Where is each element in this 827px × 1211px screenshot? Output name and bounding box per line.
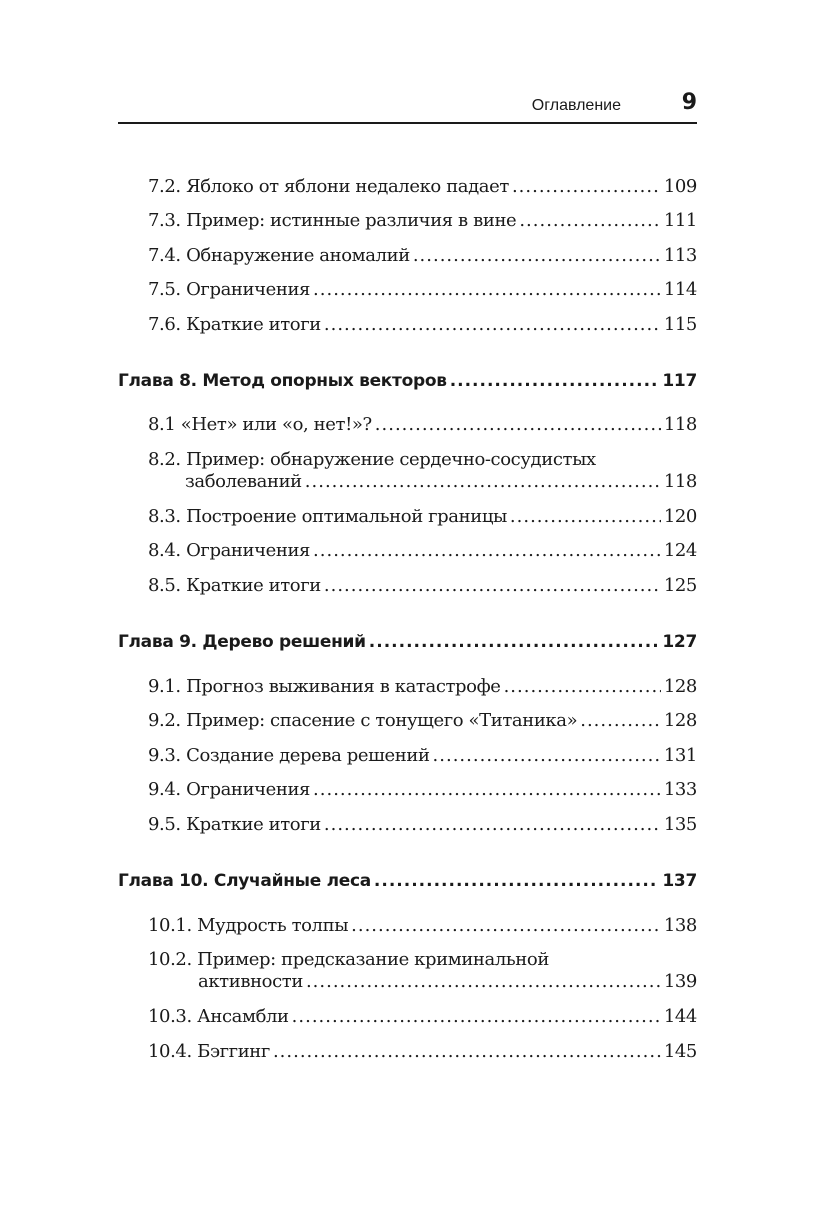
page-header xyxy=(118,88,697,124)
dot-leader xyxy=(324,814,661,836)
toc-entry-number: 9.4. xyxy=(148,779,181,800)
toc-entry-title: Пример: спасение с тонущего «Титаника» xyxy=(186,710,578,731)
dot-leader xyxy=(273,1041,661,1063)
toc-entry-number: 8.1 xyxy=(148,414,176,435)
toc-entry-8-4[interactable] xyxy=(148,540,697,562)
toc-entry-title: Краткие итоги xyxy=(186,814,321,835)
toc-entry-number: 9.5. xyxy=(148,814,181,835)
toc-entry-page: 133 xyxy=(663,779,697,800)
dot-leader xyxy=(313,779,661,801)
dot-leader xyxy=(512,176,661,198)
toc-entry-page: 125 xyxy=(663,575,697,596)
toc-chapter-9[interactable] xyxy=(118,631,697,653)
toc-entry-title: Построение оптимальной границы xyxy=(186,506,507,527)
toc-entry-page: 111 xyxy=(663,210,697,231)
toc-chapter-title: Глава 8. Метод опорных векторов xyxy=(118,371,447,391)
toc-entry-page: 124 xyxy=(663,540,697,561)
toc-entry-title: Яблоко от яблони недалеко падает xyxy=(186,176,509,197)
dot-leader xyxy=(450,370,660,392)
dot-leader xyxy=(519,210,661,232)
toc-entry-page: 131 xyxy=(663,745,697,766)
toc-entry-8-3[interactable] xyxy=(148,506,697,528)
dot-leader xyxy=(369,631,660,653)
dot-leader xyxy=(305,471,661,493)
toc-entry-9-5[interactable] xyxy=(148,814,697,836)
toc-entry-page: 128 xyxy=(663,710,697,731)
toc-entry-title-line2: активности xyxy=(198,971,303,992)
toc-entry-title-line1: Пример: предсказание криминальной xyxy=(197,949,549,970)
toc-entry-title-line1: Пример: обнаружение сердечно-сосудистых xyxy=(186,449,596,470)
dot-leader xyxy=(313,540,661,562)
toc-entry-8-2[interactable] xyxy=(148,449,697,493)
toc-chapter-page: 137 xyxy=(662,871,697,891)
toc-entry-10-2[interactable] xyxy=(148,949,697,993)
dot-leader xyxy=(504,676,661,698)
toc-entry-title: Мудрость толпы xyxy=(197,915,349,936)
toc-entry-9-4[interactable] xyxy=(148,779,697,801)
toc-entry-number: 9.2. xyxy=(148,710,181,731)
toc-entry-page: 138 xyxy=(663,915,697,936)
toc-entry-title: Бэггинг xyxy=(197,1041,270,1062)
dot-leader xyxy=(292,1006,661,1028)
toc-chapter-10[interactable] xyxy=(118,870,697,892)
toc-chapter-title: Глава 9. Дерево решений xyxy=(118,632,366,652)
toc-entry-page: 109 xyxy=(663,176,697,197)
toc-entry-page: 145 xyxy=(663,1041,697,1062)
toc-entry-title: Ограничения xyxy=(186,279,311,300)
toc-entry-7-6[interactable] xyxy=(148,314,697,336)
toc-entry-page: 128 xyxy=(663,676,697,697)
dot-leader xyxy=(510,506,661,528)
toc-entry-page: 115 xyxy=(663,314,697,335)
toc-entry-number: 7.6. xyxy=(148,314,181,335)
toc-entry-number: 7.2. xyxy=(148,176,181,197)
toc-entry-7-4[interactable] xyxy=(148,245,697,267)
toc-entry-title: Краткие итоги xyxy=(186,314,321,335)
toc-entry-number: 7.5. xyxy=(148,279,181,300)
toc-entry-10-1[interactable] xyxy=(148,915,697,937)
toc-entry-7-5[interactable] xyxy=(148,279,697,301)
toc-entry-8-1[interactable] xyxy=(148,414,697,436)
dot-leader xyxy=(306,971,661,993)
toc-entry-page: 118 xyxy=(663,414,697,435)
toc-chapter-page: 117 xyxy=(662,371,697,391)
toc-entry-page: 139 xyxy=(663,971,697,992)
toc-entry-number: 10.2. xyxy=(148,949,192,970)
toc-entry-number: 10.3. xyxy=(148,1006,192,1027)
toc-entry-title: Прогноз выживания в катастрофе xyxy=(186,676,501,697)
dot-leader xyxy=(375,414,661,436)
toc-entry-title: Краткие итоги xyxy=(186,575,321,596)
toc-entry-number: 8.5. xyxy=(148,575,181,596)
dot-leader xyxy=(580,710,661,732)
dot-leader xyxy=(433,745,661,767)
toc-entry-number: 8.2. xyxy=(148,449,181,470)
toc-entry-number: 10.1. xyxy=(148,915,192,936)
toc-chapter-title: Глава 10. Случайные леса xyxy=(118,871,371,891)
toc-entry-7-2[interactable] xyxy=(148,176,697,198)
toc-entry-10-4[interactable] xyxy=(148,1041,697,1063)
running-header-title: Оглавление xyxy=(531,97,621,114)
toc-entry-9-2[interactable] xyxy=(148,710,697,732)
toc-entry-title: Ограничения xyxy=(186,540,311,561)
toc-entry-number: 9.1. xyxy=(148,676,181,697)
toc-entry-page: 144 xyxy=(663,1006,697,1027)
toc-entry-title: Пример: истинные различия в вине xyxy=(186,210,517,231)
toc-entry-9-1[interactable] xyxy=(148,676,697,698)
toc-chapter-page: 127 xyxy=(662,632,697,652)
dot-leader xyxy=(313,279,661,301)
toc-entry-page: 120 xyxy=(663,506,697,527)
toc-entry-number: 8.3. xyxy=(148,506,181,527)
toc-chapter-8[interactable] xyxy=(118,370,697,392)
toc-entry-number: 10.4. xyxy=(148,1041,192,1062)
toc-entry-number: 9.3. xyxy=(148,745,181,766)
toc-entry-9-3[interactable] xyxy=(148,745,697,767)
toc-entry-page: 113 xyxy=(663,245,697,266)
dot-leader xyxy=(324,314,661,336)
toc-entry-10-3[interactable] xyxy=(148,1006,697,1028)
toc-entry-8-5[interactable] xyxy=(148,575,697,597)
toc-entry-page: 135 xyxy=(663,814,697,835)
toc-entry-title: Ансамбли xyxy=(197,1006,289,1027)
toc-entry-page: 118 xyxy=(663,471,697,492)
toc-entry-title-line2: заболеваний xyxy=(185,471,302,492)
toc-entry-number: 7.4. xyxy=(148,245,181,266)
toc-entry-title: Обнаружение аномалий xyxy=(186,245,410,266)
toc-entry-number: 8.4. xyxy=(148,540,181,561)
toc-entry-page: 114 xyxy=(663,279,697,300)
page-number: 9 xyxy=(681,90,697,115)
dot-leader xyxy=(374,870,660,892)
dot-leader xyxy=(413,245,661,267)
toc-entry-title: Ограничения xyxy=(186,779,311,800)
dot-leader xyxy=(351,915,661,937)
toc-entry-7-3[interactable] xyxy=(148,210,697,232)
toc-entry-number: 7.3. xyxy=(148,210,181,231)
toc-entry-title: Создание дерева решений xyxy=(186,745,430,766)
toc-entry-title: «Нет» или «о, нет!»? xyxy=(180,414,372,435)
dot-leader xyxy=(324,575,661,597)
